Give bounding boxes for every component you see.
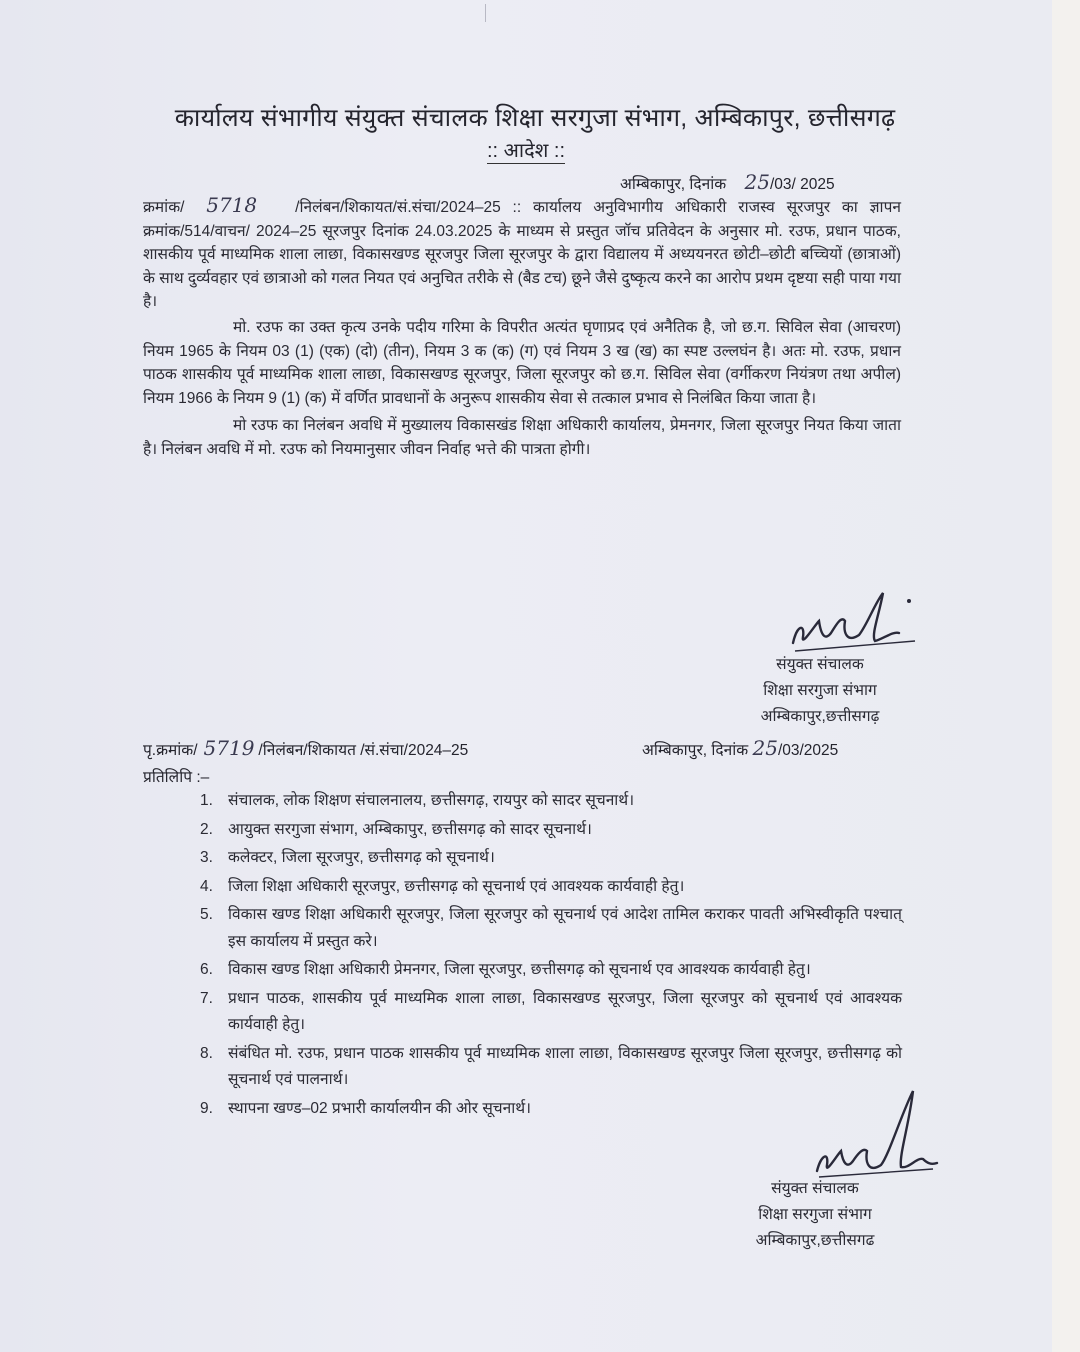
copy-recipient-list xyxy=(200,788,902,1124)
item-number: 3. xyxy=(200,849,213,866)
office-title: कार्यालय संभागीय संयुक्त संचालक शिक्षा सरगुजा संभाग, अम्बिकापुर, छत्तीसगढ़ xyxy=(174,104,896,132)
handwritten-copy-ref-number: 5719 xyxy=(203,736,255,760)
order-heading-text: :: आदेश :: xyxy=(487,140,565,162)
list-item xyxy=(200,1096,902,1123)
item-text: कलेक्टर, जिला सूरजपुर, छत्तीसगढ़ को सूचनार्थ। xyxy=(228,849,495,866)
item-number: 5. xyxy=(200,906,213,923)
order-body xyxy=(143,194,901,462)
date-rest: /03/ 2025 xyxy=(769,176,835,193)
item-number: 7. xyxy=(200,989,213,1007)
list-item xyxy=(200,788,902,815)
item-number: 4. xyxy=(200,877,213,895)
copy-reference-line xyxy=(143,736,468,760)
signatory-department: शिक्षा सरगुजा संभाग xyxy=(763,682,877,699)
list-item xyxy=(200,957,902,984)
signature-2 xyxy=(805,1085,955,1180)
signatory-location: अम्बिकापुर,छत्तीसगढ xyxy=(755,1232,875,1249)
copy-date-rest: /03/2025 xyxy=(777,742,839,759)
order-dateline xyxy=(620,170,835,194)
order-paragraph-1 xyxy=(143,194,901,314)
paper-edge xyxy=(1052,0,1080,1352)
item-text: संचालक, लोक शिक्षण संचालनालय, छत्तीसगढ़, रायपुर को सादर सूचनार्थ। xyxy=(228,792,635,809)
item-text: जिला शिक्षा अधिकारी सूरजपुर, छत्तीसगढ़ को सूचनार्थ एवं आवश्यक कार्यवाही हेतु। xyxy=(228,877,685,895)
handwritten-date-day: 25 xyxy=(744,170,770,194)
list-item xyxy=(200,874,902,901)
order-heading xyxy=(0,136,1052,163)
copy-ref-prefix: पृ.क्रमांक/ xyxy=(143,742,198,759)
handwritten-ref-number: 5718 xyxy=(206,193,258,217)
item-number: 2. xyxy=(200,820,213,838)
item-text: संबंधित मो. रउफ, प्रधान पाठक शासकीय पूर्व माध्यमिक शाला लाछा, विकासखण्ड सूरजपुर जिला सूरजपुर, छत्तीसगढ़ को सूचनार्थ एवं पालनार्थ। xyxy=(228,1044,902,1088)
item-text: स्थापना खण्ड–02 प्रभारी कार्यालयीन की ओर सूचनार्थ। xyxy=(228,1099,532,1117)
list-item xyxy=(200,1041,902,1094)
signatory-designation: संयुक्त संचालक xyxy=(776,656,864,673)
copy-place-date-prefix: अम्बिकापुर, दिनांक xyxy=(642,742,749,759)
list-item xyxy=(200,845,902,872)
place-date-prefix: अम्बिकापुर, दिनांक xyxy=(620,176,727,193)
list-item xyxy=(200,817,902,844)
order-paragraph-3: मो रउफ का निलंबन अवधि में मुख्यालय विकासखंड शिक्षा अधिकारी कार्यालय, प्रेमनगर, जिला सूरजपुर नियत किया जाता है। निलंबन अवधि में मो. रउफ को नियमानुसार जीवन निर्वाह भत्ते की पात्रता होगी। xyxy=(143,417,901,458)
signatory-location: अम्बिकापुर,छत्तीसगढ़ xyxy=(760,708,880,725)
copy-ref-text: /निलंबन/शिकायत /सं.संचा/2024–25 xyxy=(258,742,469,759)
signature-block-1 xyxy=(720,652,920,730)
signature-1 xyxy=(775,585,925,655)
copy-dateline xyxy=(642,736,838,760)
paper-crease xyxy=(485,4,486,22)
item-number: 1. xyxy=(200,792,213,809)
item-text: विकास खण्ड शिक्षा अधिकारी सूरजपुर, जिला सूरजपुर को सूचनार्थ एवं आदेश तामिल कराकर पावती अभिस्वीकृति पश्चात् इस कार्यालय में प्रस्तुत करे। xyxy=(228,906,902,950)
signatory-department: शिक्षा सरगुजा संभाग xyxy=(758,1206,872,1223)
list-item xyxy=(200,986,902,1039)
item-number: 6. xyxy=(200,961,213,978)
item-number: 8. xyxy=(200,1044,213,1062)
item-text: प्रधान पाठक, शासकीय पूर्व माध्यमिक शाला लाछा, विकासखण्ड सूरजपुर, जिला सूरजपुर को सूचनार्थ एवं आवश्यक कार्यवाही हेतु। xyxy=(228,989,902,1033)
item-number: 9. xyxy=(200,1099,213,1117)
copy-to-label: प्रतिलिपि :– xyxy=(143,769,210,786)
item-text: विकास खण्ड शिक्षा अधिकारी प्रेमनगर, जिला सूरजपुर, छत्तीसगढ़ को सूचनार्थ एव आवश्यक कार्यवाही हेतु। xyxy=(228,961,811,978)
item-text: आयुक्त सरगुजा संभाग, अम्बिकापुर, छत्तीसगढ़ को सादर सूचनार्थ। xyxy=(228,820,592,838)
list-item xyxy=(200,902,902,955)
ref-text: /निलंबन/शिकायत/सं.संचा/2024–25 :: कार्यालय अनुविभागीय अधिकारी राजस्व सूरजपुर का ज्ञापन क्रमांक/514/वाचन/ 2024–25 सूरजपुर दिनांक 24.03.2025 के माध्यम से प्रस्तुत जॉच प्रतिवेदन के अनुसार मो. रउफ, प्रधान पाठक, शासकीय पूर्व माध्यमिक शाला लाछा, विकासखण्ड सूरजपुर जिला सूरजपुर के द्वारा विद्यालय में अध्ययनरत छोटी–छोटी बच्चियों (छात्राओं) के साथ दुर्व्यवहार एवं छात्राओ को गलत नियत एवं अनुचित तरीके से (बैड टच) छूने जैसे दुष्कृत्य करने का आरोप प्रथम दृष्टया सही पाया गया है। xyxy=(143,199,901,311)
handwritten-copy-date-day: 25 xyxy=(752,736,778,760)
signature-block-2 xyxy=(715,1176,915,1254)
ref-prefix: क्रमांक/ xyxy=(143,199,185,216)
order-paragraph-2: मो. रउफ का उक्त कृत्य उनके पदीय गरिमा के विपरीत अत्यंत घृणाप्रद एवं अनैतिक है, जो छ.ग. सिविल सेवा (आचरण) नियम 1965 के नियम 03 (1) (एक) (दो) (तीन), नियम 3 क (क) (ग) एवं नियम 3 ख (ख) का स्पष्ट उल्लघंन है। अतः मो. रउफ, प्रधान पाठक शासकीय पूर्व माध्यमिक शाला लाछा, विकासखण्ड सूरजपुर, जिला सूरजपुर को छ.ग. सिविल सेवा (वर्गीकरण नियंत्रण तथा अपील) नियम 1966 के नियम 9 (1) (क) में वर्णित प्रावधानों के अनुरूप शासकीय सेवा से तत्काल प्रभाव से निलंबित किया जाता है। xyxy=(143,318,901,407)
signatory-designation: संयुक्त संचालक xyxy=(771,1180,859,1197)
